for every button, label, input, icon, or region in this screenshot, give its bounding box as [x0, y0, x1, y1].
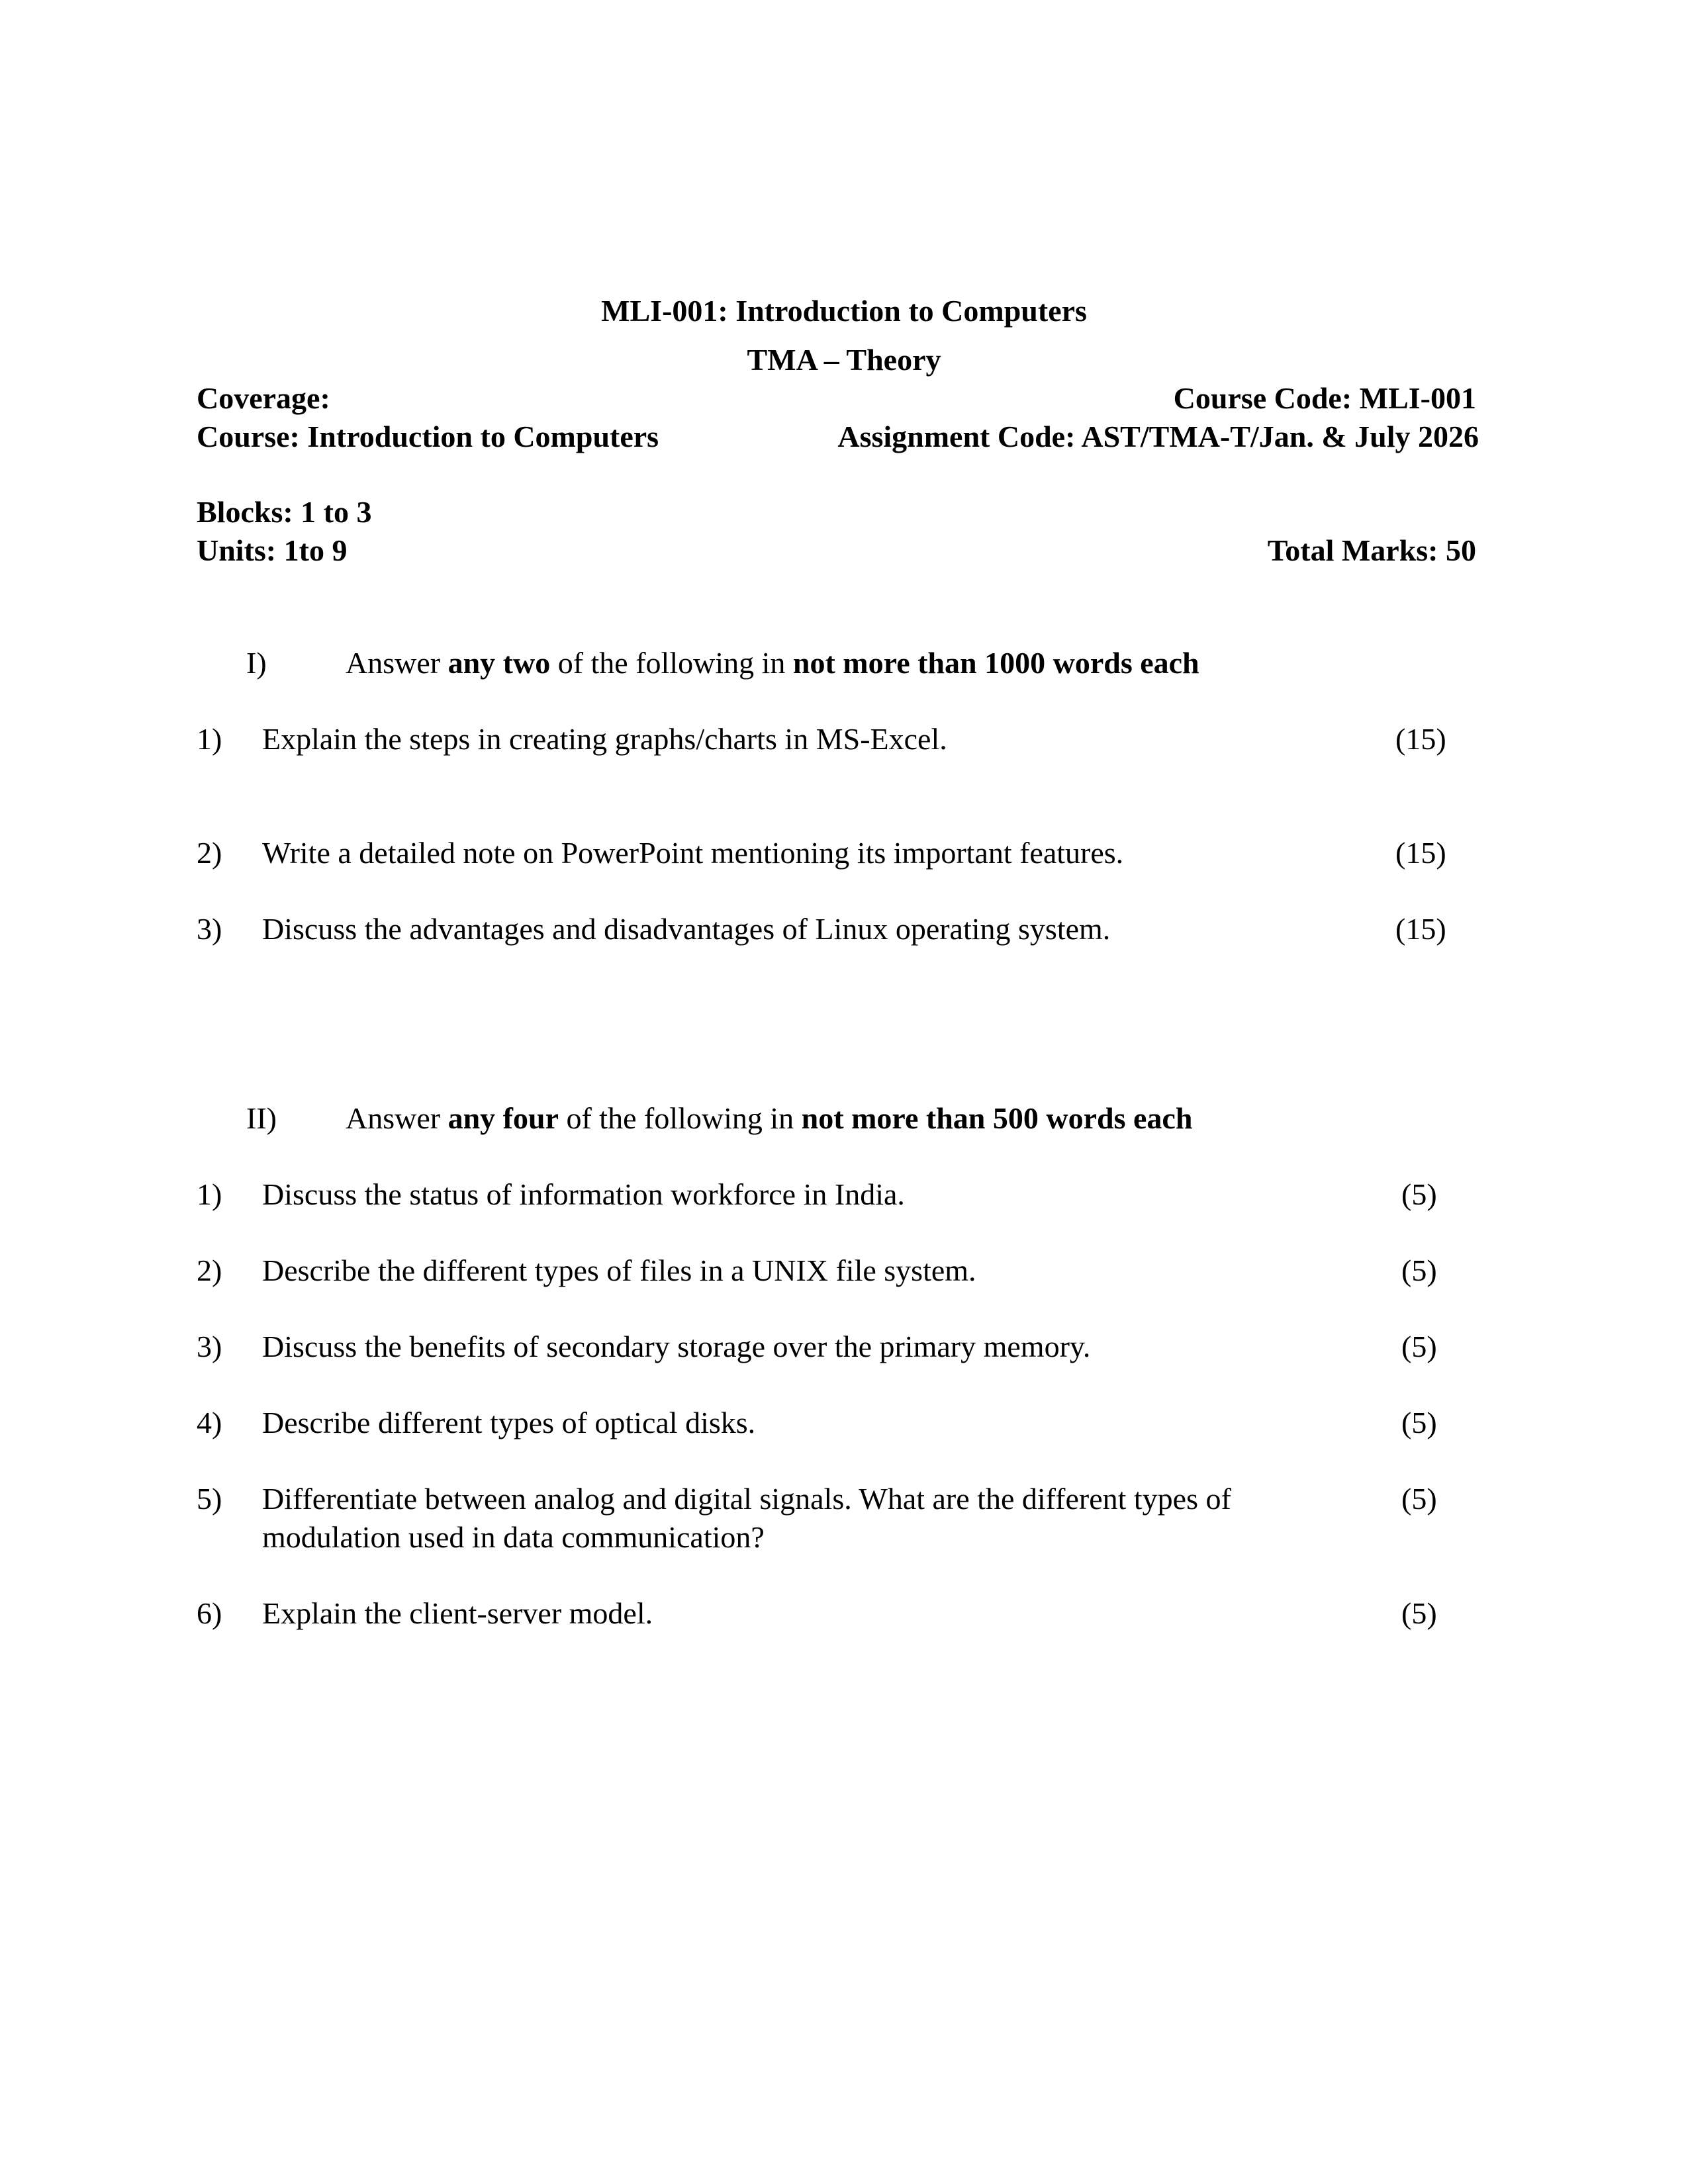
- s2-q6-text: Explain the client-server model.: [262, 1596, 653, 1630]
- s1-q2-text: Write a detailed note on PowerPoint mentioning its important features.: [262, 836, 1124, 870]
- s2-q1-marks: (5): [1401, 1177, 1437, 1211]
- s2-q5-text-line1: Differentiate between analog and digital signals. What are the different types of: [262, 1482, 1231, 1516]
- s1-q1-number: 1): [197, 722, 222, 756]
- s1-q1-marks: (15): [1395, 722, 1446, 756]
- coverage-label: Coverage:: [197, 381, 330, 415]
- section1-instruction-limit: not more than 1000 words each: [792, 646, 1199, 680]
- s2-q6-number: 6): [197, 1596, 222, 1630]
- section2-instruction: [346, 1101, 1192, 1136]
- s1-q3-number: 3): [197, 912, 222, 946]
- s2-q4-number: 4): [197, 1406, 222, 1439]
- s2-q5-number: 5): [197, 1482, 222, 1516]
- s1-q3-marks: (15): [1395, 912, 1446, 946]
- section2-instruction-mid: of the following in: [558, 1101, 802, 1135]
- blocks-info: Blocks: 1 to 3: [197, 495, 372, 529]
- section1-instruction-mid: of the following in: [550, 646, 793, 680]
- course-name: Course: Introduction to Computers: [197, 420, 659, 453]
- s2-q5-text-line2: modulation used in data communication?: [262, 1520, 765, 1554]
- s2-q6-marks: (5): [1401, 1596, 1437, 1630]
- s1-q2-marks: (15): [1395, 836, 1446, 870]
- document-title: MLI-001: Introduction to Computers: [601, 294, 1087, 328]
- s2-q2-marks: (5): [1401, 1253, 1437, 1287]
- s1-q1-text: Explain the steps in creating graphs/charts in MS-Excel.: [262, 722, 947, 756]
- section1-instruction: [346, 645, 1199, 680]
- section2-roman: II): [246, 1101, 277, 1135]
- document-subtitle: TMA – Theory: [747, 343, 941, 377]
- s2-q2-text: Describe the different types of files in a UNIX file system.: [262, 1253, 976, 1287]
- s1-q3-text: Discuss the advantages and disadvantages of Linux operating system.: [262, 912, 1111, 946]
- course-code: Course Code: MLI-001: [1173, 381, 1476, 415]
- s2-q5-marks: (5): [1401, 1482, 1437, 1516]
- s1-q2-number: 2): [197, 836, 222, 870]
- section2-instruction-pre: Answer: [346, 1101, 448, 1135]
- s2-q2-number: 2): [197, 1253, 222, 1287]
- section1-roman: I): [246, 646, 267, 680]
- assignment-code: Assignment Code: AST/TMA-T/Jan. & July 2026: [837, 420, 1479, 453]
- section2-instruction-count: any four: [447, 1101, 559, 1135]
- s2-q3-marks: (5): [1401, 1330, 1437, 1363]
- s2-q3-text: Discuss the benefits of secondary storage over the primary memory.: [262, 1330, 1091, 1363]
- section1-instruction-count: any two: [447, 646, 551, 680]
- s2-q1-number: 1): [197, 1177, 222, 1211]
- s2-q4-marks: (5): [1401, 1406, 1437, 1439]
- section1-instruction-pre: Answer: [346, 646, 448, 680]
- s2-q4-text: Describe different types of optical disks.: [262, 1406, 756, 1439]
- s2-q3-number: 3): [197, 1330, 222, 1363]
- s2-q1-text: Discuss the status of information workforce in India.: [262, 1177, 905, 1211]
- units-info: Units: 1to 9: [197, 533, 348, 567]
- section2-instruction-limit: not more than 500 words each: [801, 1101, 1193, 1135]
- total-marks: Total Marks: 50: [1267, 533, 1476, 567]
